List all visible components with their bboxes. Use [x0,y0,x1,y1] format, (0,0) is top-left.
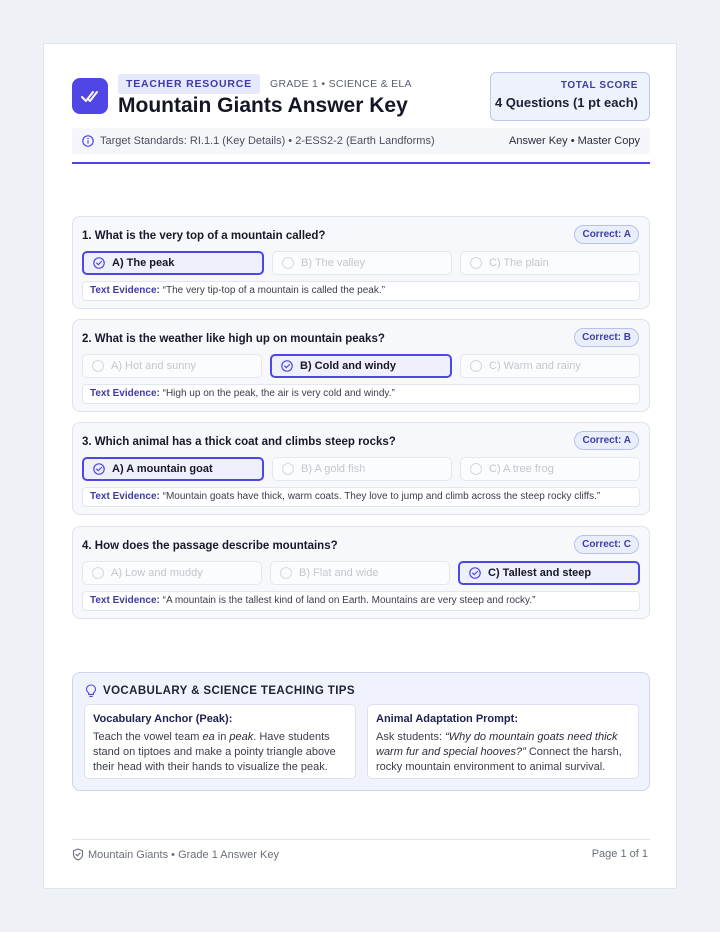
correct-answer-badge: Correct: B [574,328,639,347]
radio-circle-icon [470,463,482,475]
grade-subject-label: GRADE 1 • SCIENCE & ELA [269,78,412,90]
tip-body: Ask students: “Why do mountain goats need thick warm fur and special hooves?” Connect the harsh, rocky mountain environment to animal survival. [376,731,622,773]
check-circle-icon [93,257,105,269]
info-icon [82,135,94,147]
lightbulb-icon [85,684,97,698]
question-card [72,422,650,515]
total-score-label: TOTAL SCORE [560,80,638,91]
tip-title: Vocabulary Anchor (Peak): [93,713,233,725]
answer-option[interactable] [460,354,640,378]
adaptation-tip-card [367,704,639,779]
text-evidence-quote: “The very tip-top of a mountain is called the peak.” [162,285,385,296]
option-label: A) Hot and sunny [111,360,196,372]
option-label: A) The peak [112,257,175,269]
answer-option-selected[interactable] [458,561,640,585]
text-evidence-quote: “Mountain goats have thick, warm coats. They love to jump and climb across the steep rocky cliffs.” [162,491,601,502]
option-label: C) Tallest and steep [488,567,592,579]
text-evidence-label: Text Evidence: [90,595,160,606]
text-evidence [82,281,640,301]
radio-circle-icon [282,257,294,269]
tip-body: Teach the vowel team ea in peak. Have students stand on tiptoes and make a pointy triangle above their head with their hands to visualize the peak. [93,731,336,773]
answer-option[interactable] [82,354,262,378]
answer-options [82,251,640,275]
total-score-box [490,72,650,121]
question-text: 4. How does the passage describe mountains? [82,540,338,552]
answer-option-selected[interactable] [82,457,264,481]
answer-option-selected[interactable] [270,354,452,378]
standards-bar [72,128,650,154]
answer-option[interactable] [270,561,450,585]
question-text: 1. What is the very top of a mountain called? [82,230,326,242]
answer-option[interactable] [272,251,452,275]
footer-doc-label: Mountain Giants • Grade 1 Answer Key [88,848,279,861]
option-label: B) Flat and wide [299,567,379,579]
answer-options [82,354,640,378]
answer-options [82,457,640,481]
answer-option[interactable] [460,457,640,481]
answer-option[interactable] [272,457,452,481]
teaching-tips-heading [85,684,355,698]
double-check-logo-icon [72,78,108,114]
text-evidence [82,384,640,404]
question-card [72,526,650,619]
question-text: 2. What is the weather like high up on mountain peaks? [82,333,385,345]
correct-answer-badge: Correct: A [574,225,639,244]
option-label: B) Cold and windy [300,360,396,372]
header-kicker [118,74,412,94]
text-evidence-label: Text Evidence: [90,388,160,399]
worksheet-page [43,43,677,889]
radio-circle-icon [282,463,294,475]
answer-key-label: Answer Key • Master Copy [508,135,640,147]
check-circle-icon [93,463,105,475]
question-text: 3. Which animal has a thick coat and climbs steep rocks? [82,436,396,448]
option-label: A) A mountain goat [112,463,213,475]
correct-answer-badge: Correct: C [574,535,639,554]
answer-option[interactable] [460,251,640,275]
footer-left [72,848,279,861]
text-evidence-quote: “High up on the peak, the air is very cold and windy.” [162,388,395,399]
footer-divider [72,839,650,840]
answer-option-selected[interactable] [82,251,264,275]
question-card [72,319,650,412]
option-label: A) Low and muddy [111,567,203,579]
question-card [72,216,650,309]
answer-options [82,561,640,585]
radio-circle-icon [470,360,482,372]
shield-check-icon [72,848,84,861]
tip-title: Animal Adaptation Prompt: [376,713,518,725]
resource-badge: TEACHER RESOURCE [118,74,260,94]
option-label: C) The plain [489,257,549,269]
target-standards-text: Target Standards: RI.1.1 (Key Details) • 2-ESS2-2 (Earth Landforms) [100,135,435,147]
page-title: Mountain Giants Answer Key [118,94,408,117]
header-divider [72,162,650,164]
vocabulary-tip-card [84,704,356,779]
text-evidence-quote: “A mountain is the tallest kind of land on Earth. Mountains are very steep and rocky.” [162,595,536,606]
option-label: C) A tree frog [489,463,554,475]
option-label: B) A gold fish [301,463,366,475]
option-label: B) The valley [301,257,365,269]
teaching-tips-panel [72,672,650,791]
option-label: C) Warm and rainy [489,360,581,372]
check-circle-icon [469,567,481,579]
page-number: Page 1 of 1 [591,848,648,860]
check-circle-icon [281,360,293,372]
radio-circle-icon [470,257,482,269]
correct-answer-badge: Correct: A [574,431,639,450]
text-evidence-label: Text Evidence: [90,285,160,296]
radio-circle-icon [92,360,104,372]
radio-circle-icon [280,567,292,579]
teaching-tips-title: VOCABULARY & SCIENCE TEACHING TIPS [103,685,355,697]
text-evidence-label: Text Evidence: [90,491,160,502]
radio-circle-icon [92,567,104,579]
answer-option[interactable] [82,561,262,585]
text-evidence [82,591,640,611]
total-score-value: 4 Questions (1 pt each) [494,95,638,110]
text-evidence [82,487,640,507]
